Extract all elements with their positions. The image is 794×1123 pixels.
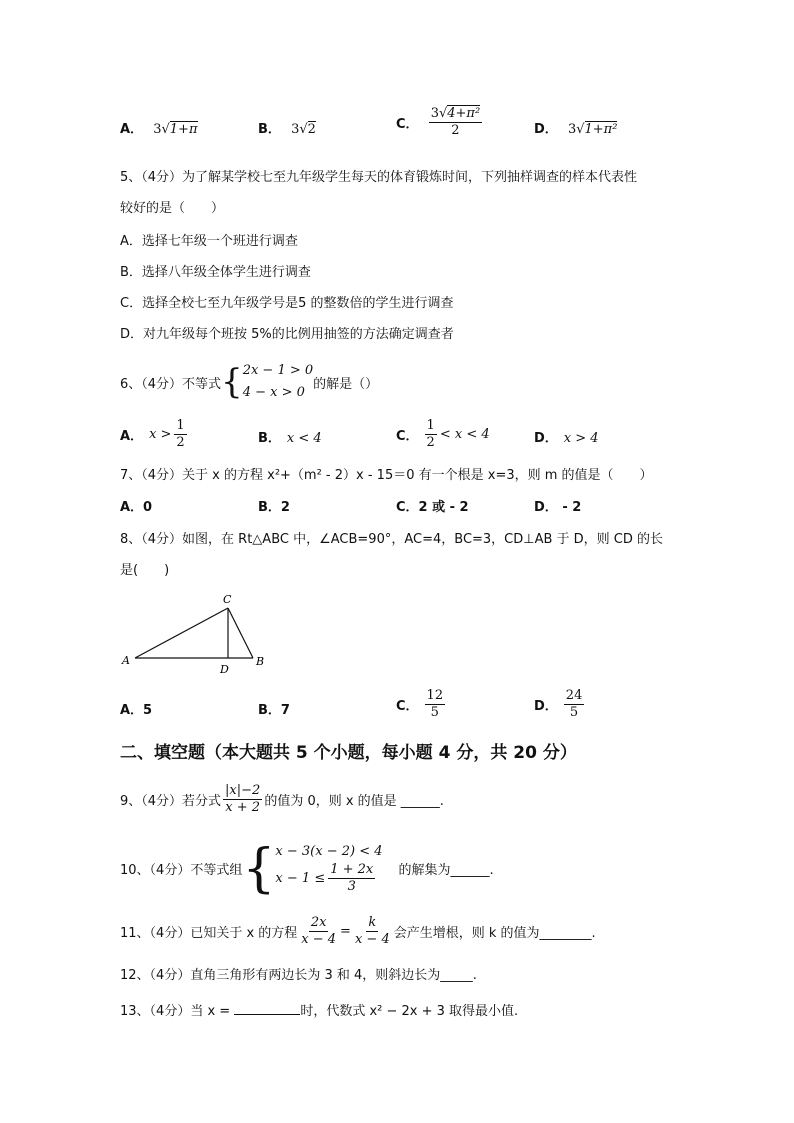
q6-option-c <box>396 418 490 451</box>
answer-blank[interactable] <box>234 1002 300 1015</box>
q7-option-b: B．2 <box>258 500 290 515</box>
q5-stem-line2: 较好的是（ ） <box>120 201 225 216</box>
q9-suffix: 的值为 0，则 x 的值是 ______. <box>264 794 444 809</box>
q10-stem <box>120 838 494 899</box>
fraction <box>174 418 186 451</box>
option-label: C． <box>396 117 419 132</box>
fraction <box>425 688 446 721</box>
side-cb <box>228 608 253 658</box>
fraction <box>564 688 585 721</box>
q6-option-b <box>258 427 322 446</box>
coef: 3 <box>153 122 162 137</box>
q5-option-c: C．选择全校七至九年级学号是5 的整数倍的学生进行调查 <box>120 296 454 311</box>
q8-option-c <box>396 688 445 721</box>
coef: 3 <box>567 122 577 137</box>
inequality-1: x − 3(x − 2) < 4 <box>275 844 383 859</box>
brace: { <box>242 838 276 899</box>
denominator: x − 4 <box>301 932 337 947</box>
fraction-right <box>353 915 392 948</box>
q7-option-a: A．0 <box>120 500 153 515</box>
q11-suffix: 会产生增根，则 k 的值为________. <box>393 926 596 941</box>
fraction-left <box>299 915 338 948</box>
expr: x > 4 <box>563 431 599 446</box>
inequality-2: 4 − x > 0 <box>242 385 305 400</box>
q6-suffix: 的解是（） <box>313 376 379 392</box>
radicand: 1+π <box>169 122 198 137</box>
numerator: k <box>368 915 377 930</box>
numerator: |x|−2 <box>225 783 261 798</box>
fraction: $\frac{\text{3√4+π²}}{2}$ <box>430 106 481 138</box>
denominator: 3 <box>347 879 356 894</box>
triangle-figure <box>115 588 275 680</box>
q4-option-a: A． 3√1+π <box>120 122 198 137</box>
denominator: 2 <box>451 123 460 138</box>
q11-stem <box>120 915 596 948</box>
q8-option-a: A．5 <box>120 703 153 718</box>
vertex-b-label: B <box>256 655 265 668</box>
q8-option-d <box>534 688 584 721</box>
inequality-system <box>275 842 382 895</box>
q4-option-c <box>396 106 482 139</box>
inequality-system <box>243 360 313 404</box>
numerator: 1 + 2x <box>330 862 374 877</box>
option-label: C． <box>396 699 419 714</box>
denominator: x + 2 <box>225 800 261 815</box>
expr: x − 1 ≤ <box>275 870 326 886</box>
q8-stem-line1: 8、（4分）如图，在 Rt△ABC 中，∠ACB=90°，AC=4，BC=3，CD⊥AB 于 D，则 CD 的长 <box>120 532 664 547</box>
expr: x < 4 <box>286 431 322 446</box>
option-label: D． <box>534 431 558 446</box>
q10-suffix: 的解集为______. <box>398 863 494 878</box>
option-label: B． <box>258 122 281 137</box>
q7-option-d: D． - 2 <box>534 500 582 515</box>
radicand: 4+π² <box>447 106 481 121</box>
radicand: 1+π² <box>584 122 618 137</box>
q8-stem-line2: 是( ) <box>120 563 170 578</box>
q13-suffix: 时，代数式 x² − 2x + 3 取得最小值. <box>300 1004 519 1019</box>
denominator: 2 <box>426 435 435 450</box>
option-label: D． <box>534 122 558 137</box>
q4-option-b: B． 3√2 <box>258 122 316 137</box>
q9-stem <box>120 783 444 816</box>
q11-prefix: 11、（4分）已知关于 x 的方程 <box>120 926 298 941</box>
coef: 3 <box>291 122 300 137</box>
q6-option-a <box>120 418 187 451</box>
vertex-a-label: A <box>122 654 130 667</box>
q9-prefix: 9、（4分）若分式 <box>120 794 222 809</box>
numerator: 24 <box>565 688 583 703</box>
option-label: B． <box>258 431 281 446</box>
brace: { <box>221 362 243 402</box>
denominator: 5 <box>430 705 439 720</box>
q5-option-d: D．对九年级每个班按 5%的比例用抽签的方法确定调查者 <box>120 327 454 342</box>
vertex-c-label: C <box>223 593 232 606</box>
numerator: 1 <box>426 418 435 433</box>
fraction <box>328 862 375 895</box>
q12-stem: 12、（4分）直角三角形有两边长为 3 和 4，则斜边长为_____. <box>120 968 477 983</box>
denominator: 5 <box>569 705 579 720</box>
expr: x > <box>149 427 172 442</box>
q13-stem <box>120 1000 518 1019</box>
q6-prefix: 6、（4分）不等式 <box>120 376 222 392</box>
inequality-2 <box>275 862 382 895</box>
q5-option-a: A．选择七年级一个班进行调查 <box>120 234 298 249</box>
q6-stem <box>120 360 378 404</box>
numerator: 1 <box>176 418 185 433</box>
q7-stem: 7、（4分）关于 x 的方程 x²+（m² - 2）x - 15＝0 有一个根是 x=3，则 m 的值是（ ） <box>120 468 653 483</box>
q5-stem-line1: 5、（4分）为了解某学校七至九年级学生每天的体育锻炼时间，下列抽样调查的样本代表性 <box>120 170 638 185</box>
equals-sign: = <box>340 924 351 939</box>
option-label: C． <box>396 429 419 444</box>
q13-prefix: 13、（4分）当 x = <box>120 1004 231 1019</box>
q6-option-d <box>534 427 599 446</box>
numerator: 2x <box>310 915 327 930</box>
option-label: A． <box>120 429 144 444</box>
radicand: 2 <box>307 122 316 137</box>
q8-option-b: B．7 <box>258 703 290 718</box>
q4-option-d: D． 3√1+π² <box>534 122 618 137</box>
expr: < x < 4 <box>439 427 490 442</box>
coef: 3 <box>430 106 439 121</box>
inequality-1: 2x − 1 > 0 <box>242 363 314 378</box>
fraction <box>223 783 262 816</box>
section-heading: 二、填空题（本大题共 5 个小题，每小题 4 分，共 20 分） <box>120 743 577 763</box>
denominator: 2 <box>176 435 185 450</box>
numerator: 12 <box>426 688 444 703</box>
point-d-label: D <box>220 663 229 676</box>
q5-option-b: B．选择八年级全体学生进行调查 <box>120 265 311 280</box>
q10-prefix: 10、（4分）不等式组 <box>120 863 243 878</box>
fraction <box>425 418 437 451</box>
q7-option-c: C．2 或 - 2 <box>396 500 469 515</box>
option-label: D． <box>534 699 558 714</box>
option-label: A． <box>120 122 144 137</box>
side-ac <box>135 608 228 658</box>
denominator: x − 4 <box>354 932 390 947</box>
